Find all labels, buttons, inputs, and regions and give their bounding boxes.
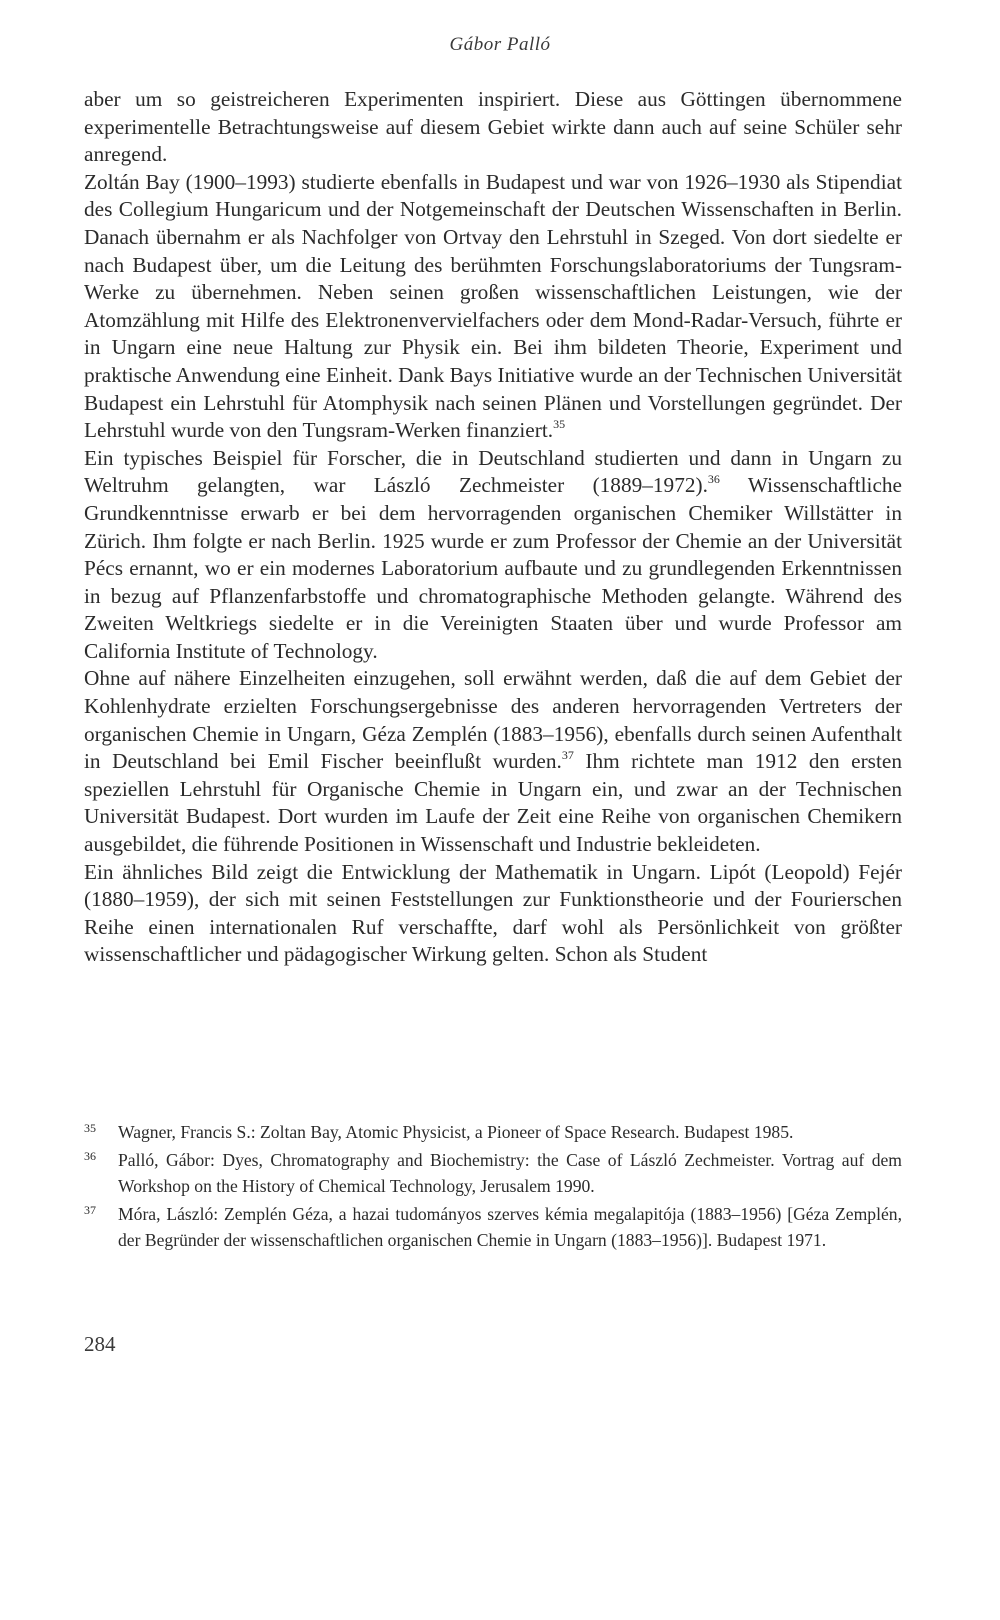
paragraph-text: Ein typisches Beispiel für Forscher, die in Deutschland studierten und dann in Ungarn zu Weltruhm gelangten, war László Zechmeister (1889–1972). bbox=[84, 445, 902, 498]
paragraph bbox=[84, 169, 902, 445]
paragraph-text: Ein ähnliches Bild zeigt die Entwicklung der Mathematik in Ungarn. Lipót (Leopold) Fejér (1880–1959), der sich mit seinen Feststellungen zur Funktionstheorie und der Fourierschen Reihe einen internationalen Ruf verschaffte, darf wohl als Persönlichkeit von größter wissenschaftlicher und pädagogischer Wirkung gelten. Schon als Student bbox=[84, 859, 902, 967]
footnotes bbox=[84, 1119, 902, 1255]
footnote-text: Wagner, Francis S.: Zoltan Bay, Atomic Physicist, a Pioneer of Space Research. Budapest 1985. bbox=[118, 1122, 794, 1142]
footnote-text: Móra, László: Zemplén Géza, a hazai tudományos szerves kémia megalapitója (1883–1956) [Géza Zemplén, der Begründer der wissenschaftlichen organischen Chemie in Ungarn (1883–1956)]. Budapest 1971. bbox=[118, 1204, 902, 1250]
paragraph-text: Ohne auf nähere Einzelheiten einzugehen, soll erwähnt werden, daß die auf dem Gebiet der Kohlenhydrate erzielten Forschungsergebnisse des anderen hervorragenden Vertreters der organischen Chemie in Ungarn, Géza Zemplén (1883–1956), ebenfalls durch seinen Aufenthalt in Deutschland bei Emil Fischer beeinflußt wurden. bbox=[84, 666, 902, 774]
footnote bbox=[84, 1201, 902, 1253]
paragraph-text: Wissenschaftliche Grundkenntnisse erwarb er bei dem hervorragenden organischen Chemiker Willstätter in Zürich. Ihm folgte er nach Berlin. 1925 wurde er zum Professor der Chemie an der Universität Pécs ernannt, wo er ein modernes Laboratorium aufbaute und zu grundlegenden Erkenntnissen in bezug auf Pflanzenfarbstoffe und chromatographische Methoden gelangte. Während des Zweiten Weltkriegs siedelte er in die Vereinigten Staaten über und wurde Professor am California Institute of Technology. bbox=[84, 473, 902, 663]
footnote bbox=[84, 1147, 902, 1199]
body-text bbox=[84, 86, 902, 969]
footnote-reference[interactable]: 35 bbox=[553, 417, 566, 432]
footnote-reference[interactable]: 36 bbox=[707, 472, 720, 487]
paragraph-text: Ihm richtete man 1912 den ersten speziellen Lehrstuhl für Organische Chemie in Ungarn ein, und zwar an der Technischen Universität Budapest. Dort wurden im Laufe der Zeit eine Reihe von organischen Chemikern ausgebildet, die führende Positionen in Wissenschaft und Industrie bekleideten. bbox=[84, 749, 902, 857]
paragraph-text: Zoltán Bay (1900–1993) studierte ebenfalls in Budapest und war von 1926–1930 als Stipendiat des Collegium Hungaricum und der Notgemeinschaft der Deutschen Wissenschaften in Berlin. Danach übernahm er als Nachfolger von Ortvay den Lehrstuhl in Szeged. Von dort siedelte er nach Budapest über, um die Leitung des berühmten Forschungslaboratoriums der Tungsram-Werke zu übernehmen. Neben seinen großen wissenschaftlichen Leistungen, wie der Atomzählung mit Hilfe des Elektronenvervielfachers oder dem Mond-Radar-Versuch, führte er in Ungarn eine neue Haltung zur Physik ein. Bei ihm bildeten Theorie, Experiment und praktische Anwendung eine Einheit. Dank Bays Initiative wurde an der Technischen Universität Budapest ein Lehrstuhl für Atomphysik nach seinen Plänen und Vorstellungen gegründet. Der Lehrstuhl wurde von den Tungsram-Werken finanziert. bbox=[84, 169, 902, 443]
running-head: Gábor Palló bbox=[449, 34, 551, 55]
footnote-reference[interactable]: 37 bbox=[561, 748, 574, 763]
paragraph-text: aber um so geistreicheren Experimenten inspiriert. Diese aus Göttingen übernommene experimentelle Betrachtungsweise auf diesem Gebiet wirkte dann auch auf seine Schüler sehr anregend. bbox=[84, 87, 902, 167]
footnote-number: 37 bbox=[84, 1203, 96, 1217]
footnote-number: 36 bbox=[84, 1149, 96, 1163]
footnote-number: 35 bbox=[84, 1121, 96, 1135]
paragraph bbox=[84, 86, 902, 169]
footnote-text: Palló, Gábor: Dyes, Chromatography and Biochemistry: the Case of László Zechmeister. Vortrag auf dem Workshop on the History of Chemical Technology, Jerusalem 1990. bbox=[118, 1150, 902, 1196]
paragraph bbox=[84, 859, 902, 969]
page-number: 284 bbox=[84, 1332, 116, 1356]
footnote bbox=[84, 1119, 902, 1145]
paragraph bbox=[84, 445, 902, 666]
paragraph bbox=[84, 665, 902, 858]
